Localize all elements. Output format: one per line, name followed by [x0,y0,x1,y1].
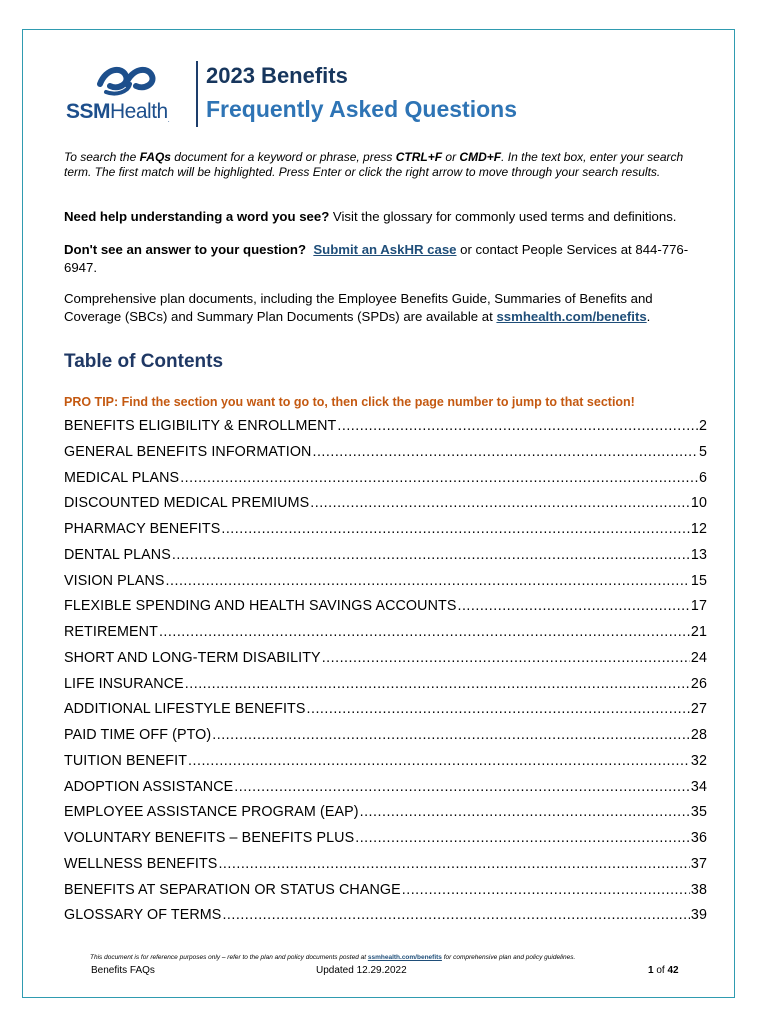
toc-entry-lifestyle-benefits[interactable] [64,701,707,727]
toc-page-number[interactable]: 2 [698,418,707,434]
glossary-help-question: Need help understanding a word you see? [64,209,330,224]
toc-page-number[interactable]: 21 [690,624,707,640]
toc-label: ADDITIONAL LIFESTYLE BENEFITS [64,701,306,718]
askhr-help [64,241,700,277]
logo-wordmark [66,100,169,124]
askhr-contact-text: or contact People Services at 844-776-6947. [64,242,689,275]
toc-label: FLEXIBLE SPENDING AND HEALTH SAVINGS ACCOUNTS [64,598,457,615]
footer-disclaimer [90,954,575,961]
toc-entry-vision[interactable] [64,573,707,599]
toc-entry-eap[interactable] [64,804,707,830]
toc-page-number[interactable]: 17 [690,598,707,615]
toc-page-number[interactable]: 26 [690,675,707,692]
logo-trademark: . [167,117,170,124]
toc-entry-tuition[interactable] [64,753,707,779]
toc-label: LIFE INSURANCE [64,675,184,692]
toc-page-number[interactable]: 28 [690,727,707,743]
toc-entry-pharmacy[interactable] [64,521,707,547]
footer-page-number [648,965,679,976]
table-of-contents [64,418,707,933]
toc-entry-disability[interactable] [64,650,707,676]
toc-entry-pto[interactable] [64,727,707,753]
toc-leader [355,830,690,846]
intro-text: document for a keyword or phrase, press [170,150,396,164]
toc-leader [222,907,689,923]
toc-page-number[interactable]: 13 [690,546,707,563]
intro-key-ctrl-f: CTRL+F [395,150,443,164]
toc-leader [337,418,698,434]
ssm-health-logo [66,62,190,124]
toc-leader [234,779,690,795]
total-pages: 42 [667,965,679,976]
glossary-help [64,208,700,226]
toc-label: ADOPTION ASSISTANCE [64,778,234,795]
askhr-case-link[interactable]: Submit an AskHR case [313,242,457,257]
glossary-help-text: Visit the glossary for commonly used terms and definitions. [329,209,677,224]
toc-label: TUITION BENEFIT [64,752,188,769]
toc-leader [188,753,690,769]
toc-label: EMPLOYEE ASSISTANCE PROGRAM (EAP) [64,804,359,821]
toc-page-number[interactable]: 12 [690,521,707,537]
logo-text-bold: SSM [66,100,111,123]
toc-label: GENERAL BENEFITS INFORMATION [64,443,312,460]
toc-leader [307,701,690,717]
toc-leader [221,521,690,537]
toc-label: BENEFITS AT SEPARATION OR STATUS CHANGE [64,881,401,898]
logo-text-light: Health [110,100,168,123]
toc-label: DENTAL PLANS [64,546,171,563]
intro-text: or [442,150,460,164]
toc-leader [212,727,690,743]
toc-entry-dental[interactable] [64,547,707,573]
toc-leader [218,856,689,872]
intro-text: . In the text box, enter your search term. The first match will be highlighted. Press Enter or click the right arrow to move through your search results. [64,150,684,179]
ssm-swirl-icon [96,62,158,98]
toc-label: RETIREMENT [64,624,158,640]
footer-benefits-link[interactable]: ssmhealth.com/benefits [367,954,442,961]
search-instructions [64,150,700,180]
plan-docs-text: Comprehensive plan documents, including the Employee Benefits Guide, Summaries of Benefits and Coverage (SBCs) and Summary Plan Documents (SPDs) are available at [64,291,653,324]
toc-entry-separation[interactable] [64,882,707,908]
toc-page-number[interactable]: 32 [690,752,707,769]
toc-leader [360,804,690,820]
toc-leader [312,444,697,460]
intro-faqs: FAQs [139,150,171,164]
toc-label: WELLNESS BENEFITS [64,855,218,872]
toc-label: BENEFITS ELIGIBILITY & ENROLLMENT [64,418,337,434]
toc-page-number[interactable]: 27 [690,701,707,718]
toc-label: DISCOUNTED MEDICAL PREMIUMS [64,495,310,512]
toc-heading: Table of Contents [64,351,224,372]
pro-tip: PRO TIP: Find the section you want to go to, then click the page number to jump to that section! [64,395,635,409]
toc-leader [310,495,690,511]
footer-doc-name: Benefits FAQs [91,965,155,976]
footer-note-text: This document is for reference purposes only – refer to the plan and policy documents posted at [90,954,368,961]
toc-entry-fsa-hsa[interactable] [64,598,707,624]
benefits-site-link[interactable]: ssmhealth.com/benefits [496,309,647,324]
toc-page-number[interactable]: 38 [690,881,707,898]
intro-key-cmd-f: CMD+F [459,150,502,164]
toc-label: SHORT AND LONG-TERM DISABILITY [64,649,321,666]
toc-leader [322,650,690,666]
toc-entry-life-insurance[interactable] [64,676,707,702]
toc-page-number[interactable]: 10 [690,495,707,512]
toc-page-number[interactable]: 5 [698,443,707,460]
toc-leader [166,573,690,589]
toc-page-number[interactable]: 39 [690,907,707,924]
title-divider [196,61,198,127]
toc-leader [457,598,689,614]
plan-docs-end: . [646,309,651,324]
plan-documents-info [64,290,700,326]
askhr-question: Don't see an answer to your question? [64,242,307,257]
toc-entry-adoption[interactable] [64,779,707,805]
toc-label: VISION PLANS [64,572,165,589]
intro-text: To search the [64,150,140,164]
toc-page-number[interactable]: 37 [690,855,707,872]
toc-leader [159,624,690,640]
toc-leader [402,882,690,898]
page-of: of [653,965,668,976]
toc-leader [180,470,698,486]
toc-label: PHARMACY BENEFITS [64,521,221,537]
toc-page-number[interactable]: 36 [690,830,707,846]
toc-page-number[interactable]: 15 [690,572,707,589]
toc-page-number[interactable]: 24 [690,649,707,666]
toc-entry-wellness[interactable] [64,856,707,882]
toc-label: MEDICAL PLANS [64,469,180,486]
toc-label: PAID TIME OFF (PTO) [64,727,212,743]
footer-note-text: for comprehensive plan and policy guidelines. [441,954,576,961]
toc-page-number[interactable]: 35 [690,804,707,821]
document-title: Frequently Asked Questions [206,96,517,122]
toc-leader [185,676,690,692]
document-year-title: 2023 Benefits [206,63,348,88]
current-page: 1 [648,965,654,976]
toc-label: VOLUNTARY BENEFITS – BENEFITS PLUS [64,830,355,846]
toc-entry-benefits-eligibility[interactable] [64,418,707,444]
toc-entry-medical-plans[interactable] [64,470,707,496]
toc-page-number[interactable]: 34 [690,778,707,795]
toc-entry-glossary[interactable] [64,907,707,933]
toc-entry-discounted-premiums[interactable] [64,495,707,521]
toc-entry-voluntary-benefits[interactable] [64,830,707,856]
toc-label: GLOSSARY OF TERMS [64,907,222,924]
toc-leader [172,547,690,563]
footer-updated-date: Updated 12.29.2022 [316,965,407,976]
toc-entry-retirement[interactable] [64,624,707,650]
toc-page-number[interactable]: 6 [698,469,707,486]
toc-entry-general-benefits[interactable] [64,444,707,470]
